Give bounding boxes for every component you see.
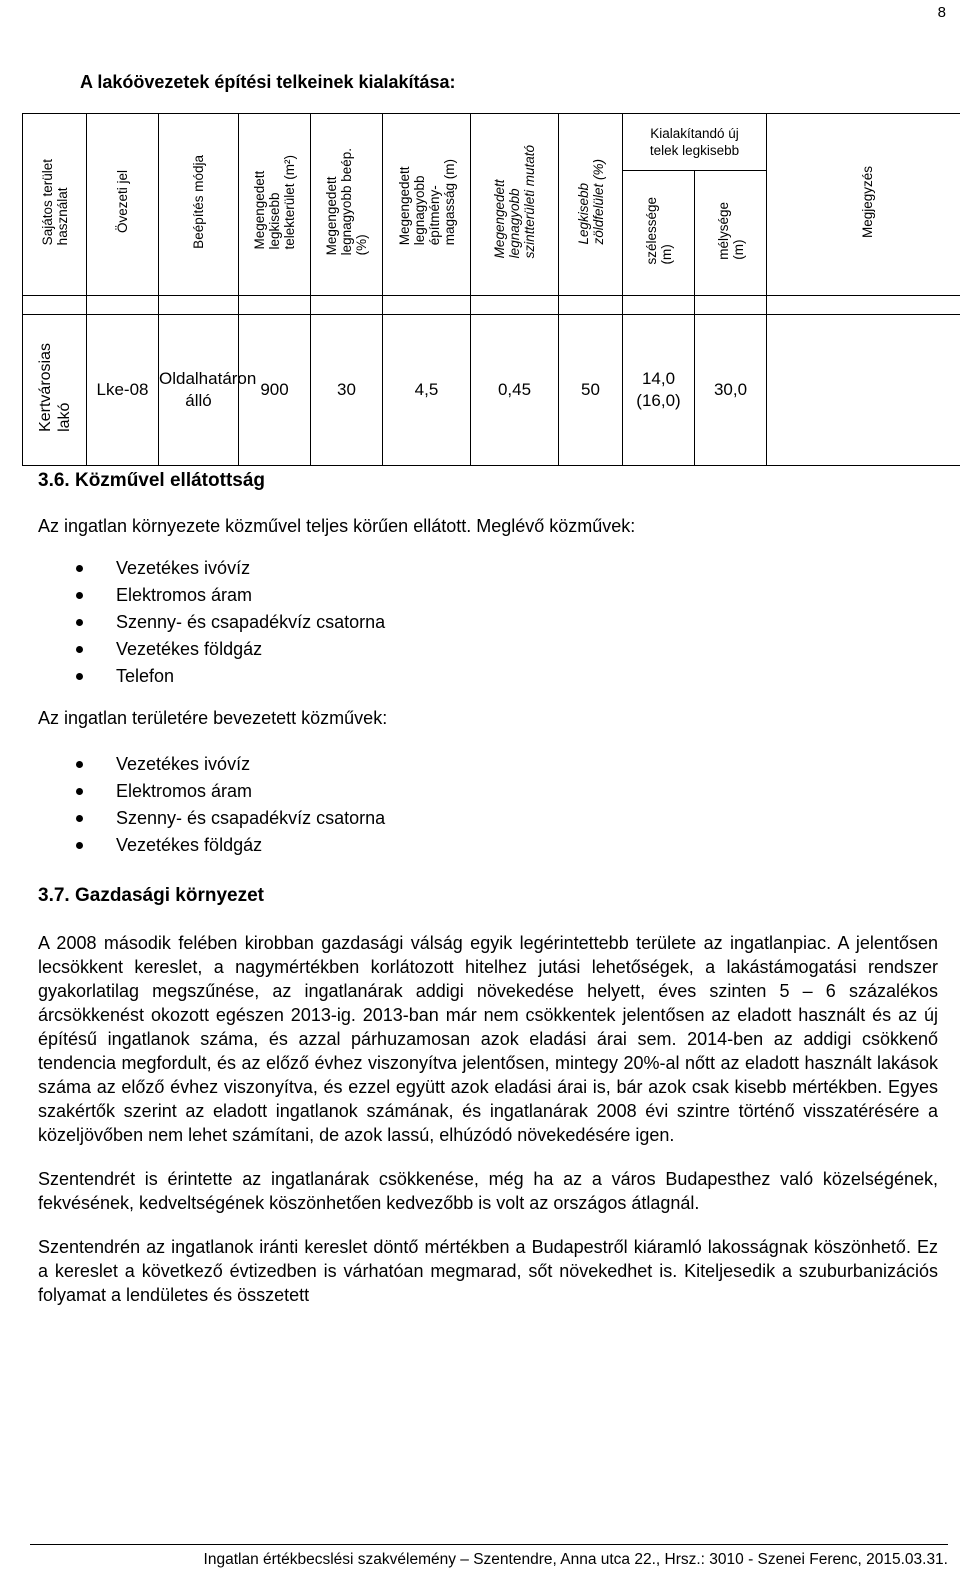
cell-max-floor-ratio: 0,45 — [471, 315, 559, 466]
list-item: Vezetékes földgáz — [38, 636, 938, 663]
economy-paragraph: Szentendrén az ingatlanok iránti kereslet döntő mértékben a Budapestről kiáramló lakosságnak köszönhető. Ez a kereslet a következő évtizedben is várhatóan megmarad, sőt növekedhet is. Kiteljesedik a szuburbanizációs folyamat a lendületes és összetett — [38, 1237, 938, 1305]
bullet-icon — [76, 619, 83, 626]
introduced-utilities-list — [38, 751, 938, 859]
section-heading-utilities: 3.6. Közművel ellátottság — [38, 470, 266, 491]
bullet-icon — [76, 673, 83, 680]
list-item: Szenny- és csapadékvíz csatorna — [38, 805, 938, 832]
cell-min-area: 900 — [239, 315, 311, 466]
header-new-plot-group: Kialakítandó új telek legkisebb — [623, 114, 767, 171]
header-building-mode: Beépítés módja — [159, 114, 239, 296]
list-item: Vezetékes ivóvíz — [38, 751, 938, 778]
header-zone-code: Övezeti jel — [87, 114, 159, 296]
cell-land-use: Kertvárosias lakó — [23, 315, 87, 466]
introduced-utilities-label: Az ingatlan területére bevezetett közművek: — [38, 708, 388, 728]
cell-max-coverage: 30 — [311, 315, 383, 466]
document-title: A lakóövezetek építési telkeinek kialakítása: — [80, 72, 456, 92]
header-min-area: Megengedett legkisebb telekterület (m²) — [239, 114, 311, 296]
header-land-use: Sajátos terület használat — [23, 114, 87, 296]
header-max-floor-ratio: Megengedett legnagyobb szintterületi mutató — [471, 114, 559, 296]
zoning-table — [22, 113, 960, 466]
page-footer: Ingatlan értékbecslési szakvélemény – Szentendre, Anna utca 22., Hrsz.: 3010 - Szenei Ferenc, 2015.03.31. — [30, 1544, 948, 1569]
list-item: Vezetékes ivóvíz — [38, 555, 938, 582]
list-item: Elektromos áram — [38, 778, 938, 805]
existing-utilities-list — [38, 555, 938, 690]
bullet-icon — [76, 842, 83, 849]
economy-paragraph: Szentendrét is érintette az ingatlanárak csökkenése, még ha az a város Budapesthez való közelségének, fekvésének, kedveltségének köszönhetően kedvezőbb is volt az országos átlagnál. — [38, 1169, 938, 1213]
header-max-height: Megengedett legnagyobb építmény- magasság (m) — [383, 114, 471, 296]
cell-note — [767, 315, 960, 466]
cell-min-depth: 30,0 — [695, 315, 767, 466]
economy-paragraph: A 2008 második felében kirobban gazdasági válság egyik legérintettebb területe az ingatlanpiac. A jelentősen lecsökkent kereslet, a nagymértékben korlátozott hitelhez jutási lehetőségek, a lakástámogatási rendszer gyakorlatilag megszűnése, az ingatlanárak addigi növekedése helyett, éves szinten 5 – 6 százalékos árcsökkenést okozott egészen 2013-ig. 2013-ban már nem csökkentek jelentősen az eladott használt és az új építésű ingatlanok száma, és azzal párhuzamosan azok eladási árai sem. 2014-ben az addigi csökkenő tendencia megfordult, és az előző évhez viszonyítva jelentősen, mintegy 20%-al nőtt az eladott használt lakások száma az előző évhez viszonyítva, és ezzel együtt azok eladási árai is, bár azok csak kisebb mértékben. Egyes szakértők szerint az eladott ingatlanok számának, és ingatlanárak 2008 évi szintre történő visszatérésére a közeljövőben nem lehet számítani, de azok lassú, elhúzódó növekedésére igen. — [38, 933, 938, 1145]
list-item: Vezetékes földgáz — [38, 832, 938, 859]
bullet-icon — [76, 646, 83, 653]
list-item: Telefon — [38, 663, 938, 690]
bullet-icon — [76, 815, 83, 822]
list-item: Szenny- és csapadékvíz csatorna — [38, 609, 938, 636]
cell-building-mode: Oldalhatáron álló — [159, 315, 239, 466]
document-body — [38, 470, 938, 1307]
bullet-icon — [76, 592, 83, 599]
list-item: Elektromos áram — [38, 582, 938, 609]
header-max-coverage: Megengedett legnagyobb beép. (%) — [311, 114, 383, 296]
page-number: 8 — [937, 4, 946, 21]
section-heading-economy: 3.7. Gazdasági környezet — [38, 885, 264, 906]
bullet-icon — [76, 565, 83, 572]
cell-max-height: 4,5 — [383, 315, 471, 466]
bullet-icon — [76, 761, 83, 768]
utilities-intro: Az ingatlan környezete közművel teljes körűen ellátott. Meglévő közművek: — [38, 516, 636, 536]
header-min-green: Legkisebb zöldfelület (%) — [559, 114, 623, 296]
cell-zone-code: Lke-08 — [87, 315, 159, 466]
bullet-icon — [76, 788, 83, 795]
cell-min-width: 14,0 (16,0) — [623, 315, 695, 466]
cell-min-green: 50 — [559, 315, 623, 466]
header-min-depth: mélysége (m) — [695, 171, 767, 296]
header-min-width: szélessége (m) — [623, 171, 695, 296]
header-note: Megjegyzés — [767, 114, 960, 296]
table-row — [23, 315, 960, 466]
